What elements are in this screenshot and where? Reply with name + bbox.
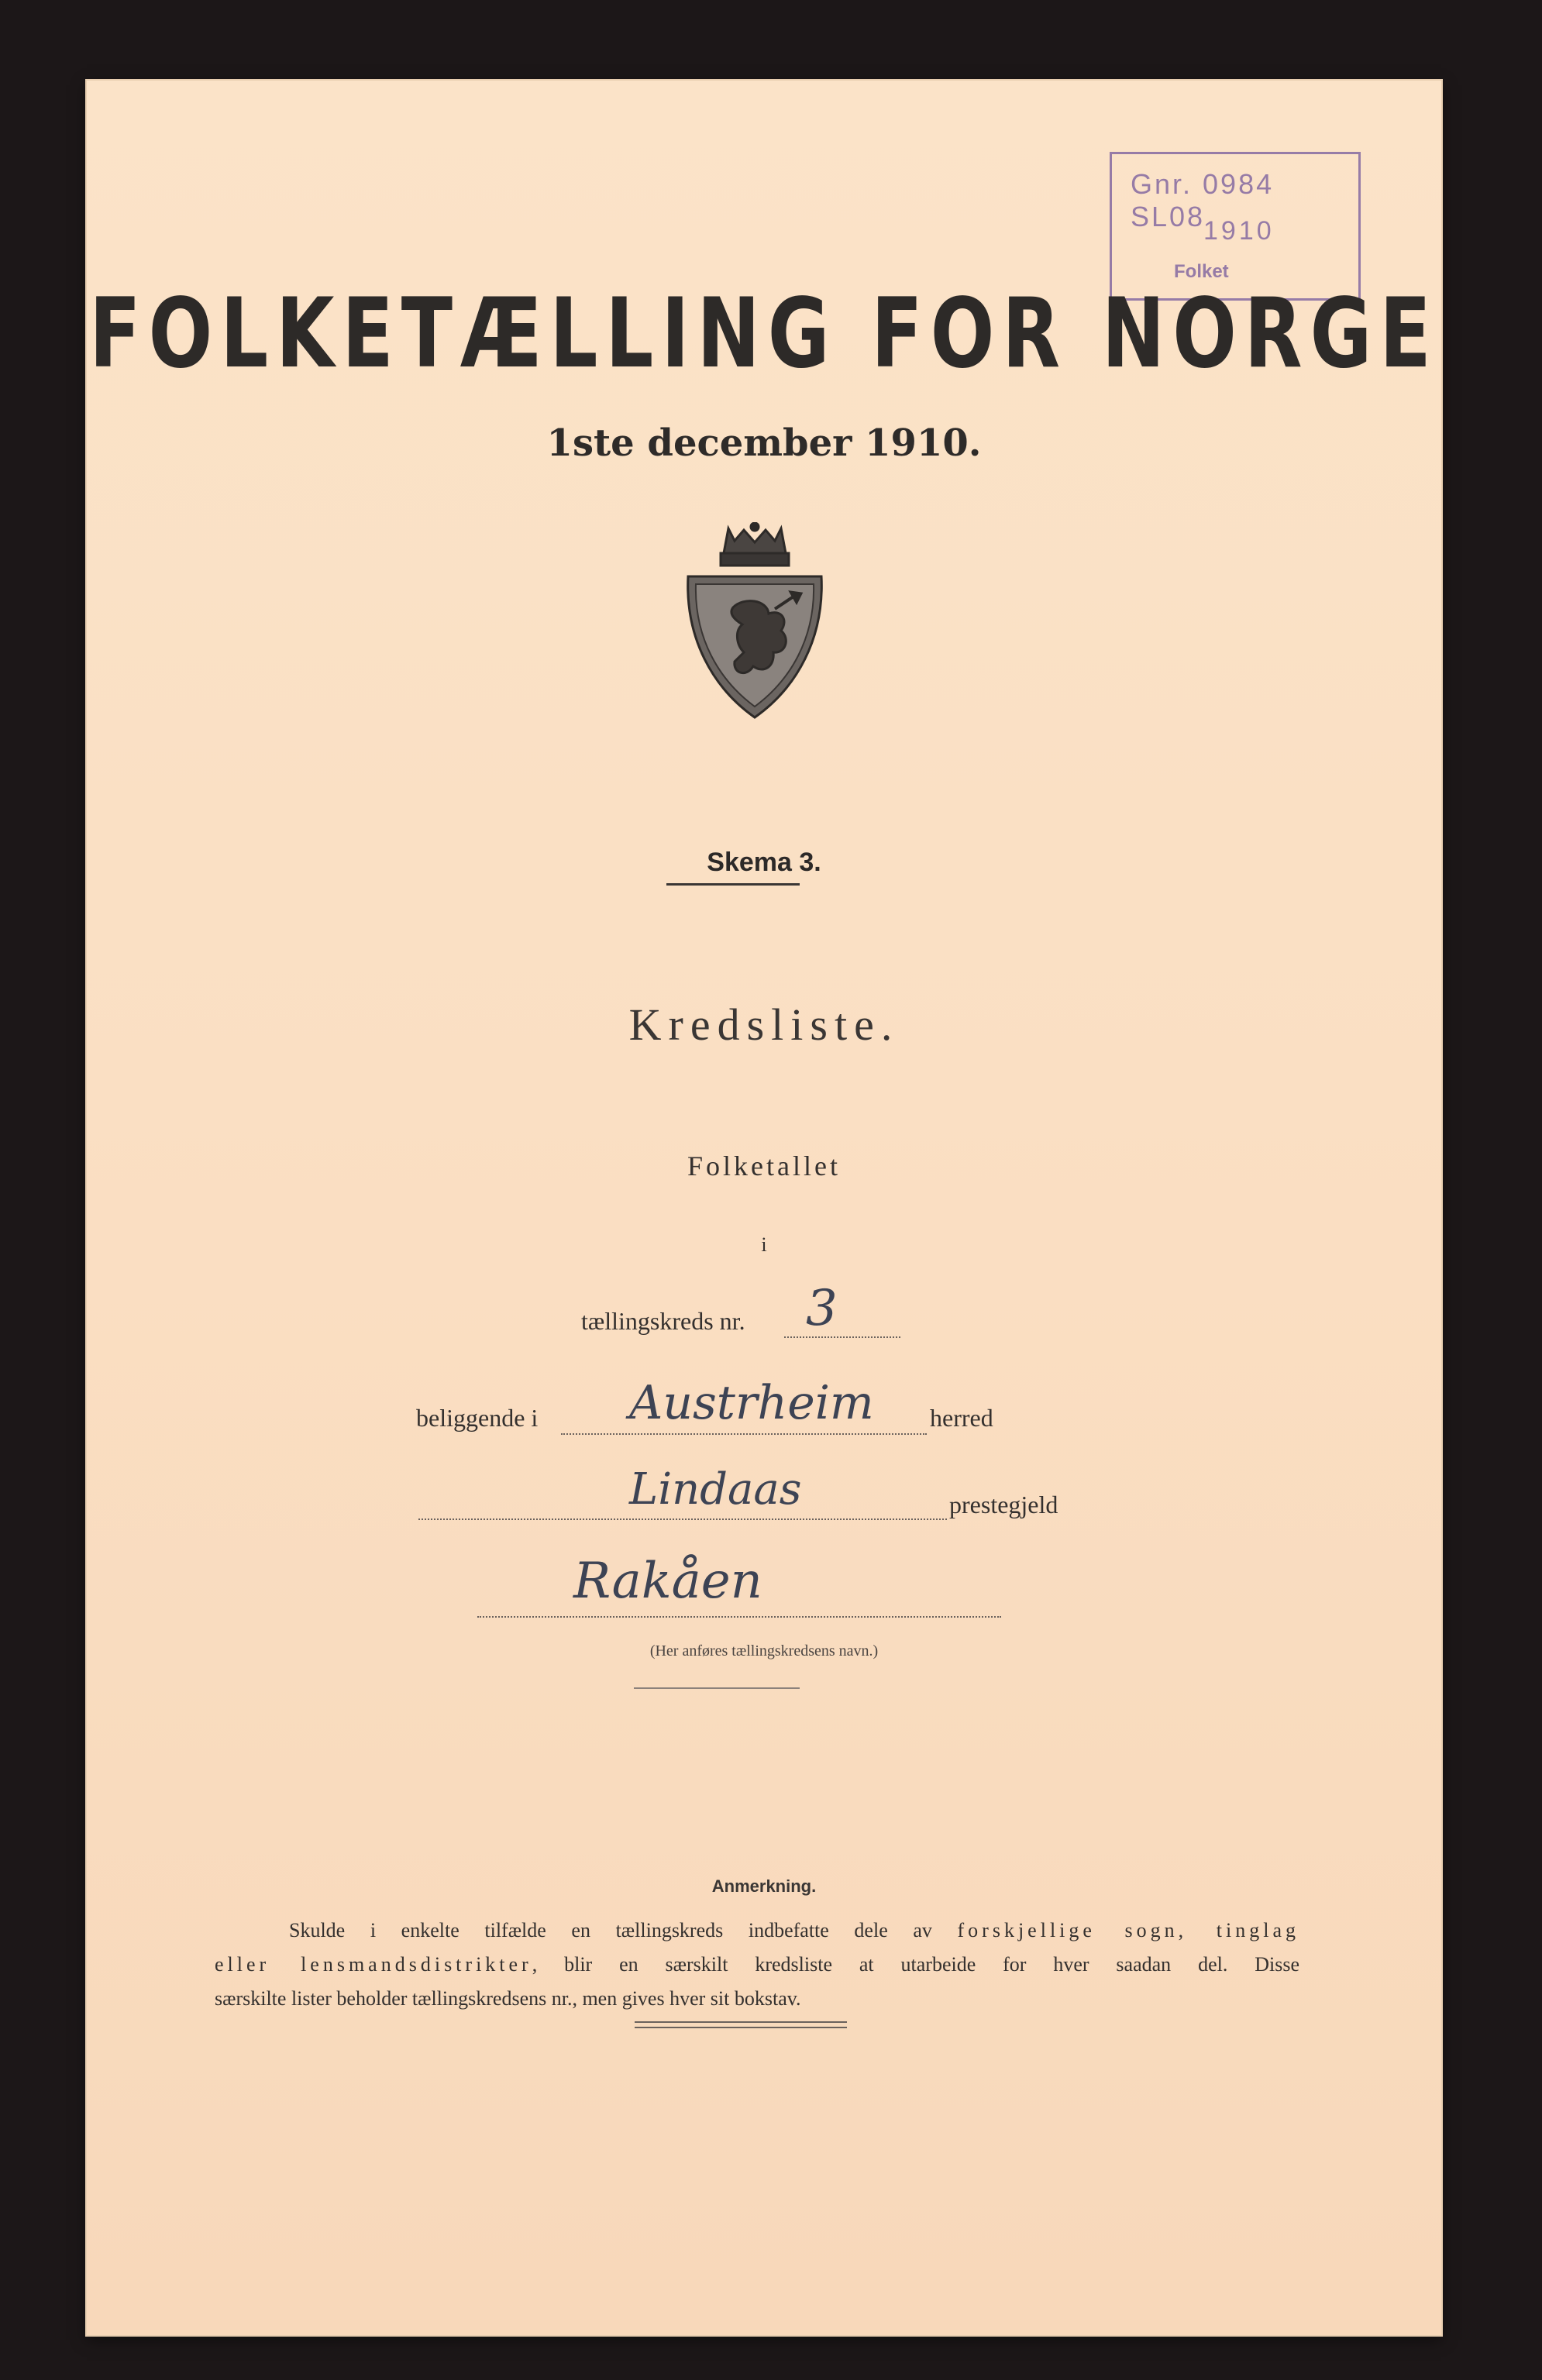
remark-line-2 — [215, 1948, 1299, 1982]
schema-number: Skema 3. — [707, 848, 821, 877]
kreds-number-label: tællingskreds nr. — [581, 1307, 745, 1335]
remark-heading: Anmerkning. — [711, 1876, 817, 1896]
remark-line-1 — [215, 1914, 1299, 1948]
remark-line-1b: forskjellige sogn, tinglag — [957, 1919, 1299, 1941]
remark-line-2a: eller lensmandsdistrikter — [215, 1953, 532, 1976]
kredsnavn-value: Rakåen — [573, 1553, 762, 1610]
document-type-heading: Kredsliste. — [628, 999, 900, 1050]
section-divider — [634, 1687, 800, 1689]
herred-label: herred — [930, 1404, 993, 1432]
herred-line — [561, 1433, 927, 1435]
prestegjeld-label: prestegjeld — [949, 1491, 1058, 1518]
kredsnavn-note: (Her anføres tællingskredsens navn.) — [649, 1642, 879, 1659]
herred-value: Austrheim — [629, 1376, 874, 1430]
coat-of-arms-icon — [673, 522, 837, 722]
stamp-line-1: Gnr. 0984 SL08 — [1131, 168, 1275, 232]
intro-label: Folketallet — [687, 1150, 841, 1181]
remark-line-2b: , blir en særskilt kredsliste at utarbeide for hver saadan del. Disse — [532, 1953, 1299, 1976]
stamp-line-3: Folket — [1174, 261, 1229, 282]
remark-body — [215, 1914, 1299, 2016]
end-double-rule-top — [635, 2021, 847, 2023]
kreds-number-line — [784, 1336, 900, 1338]
beliggende-label: beliggende i — [416, 1404, 539, 1432]
kreds-number-value: 3 — [806, 1280, 838, 1337]
census-date: 1ste december 1910. — [546, 421, 982, 465]
end-double-rule-bottom — [635, 2027, 847, 2028]
remark-line-3: særskilte lister beholder tællingskredsens nr., men gives hver sit bokstav. — [215, 1987, 801, 2010]
schema-underline — [666, 883, 800, 886]
census-form-page — [87, 81, 1441, 2335]
remark-line-1a: Skulde i enkelte tilfælde en tællingskreds indbefatte dele av — [289, 1919, 958, 1941]
stamp-line-2: 1910 — [1203, 216, 1275, 246]
kredsnavn-line — [477, 1616, 1001, 1618]
intro-preposition: i — [761, 1233, 767, 1256]
page-title: FOLKETÆLLING FOR NORGE — [89, 278, 1439, 390]
prestegjeld-value: Lindaas — [629, 1464, 802, 1515]
prestegjeld-line — [418, 1518, 947, 1520]
